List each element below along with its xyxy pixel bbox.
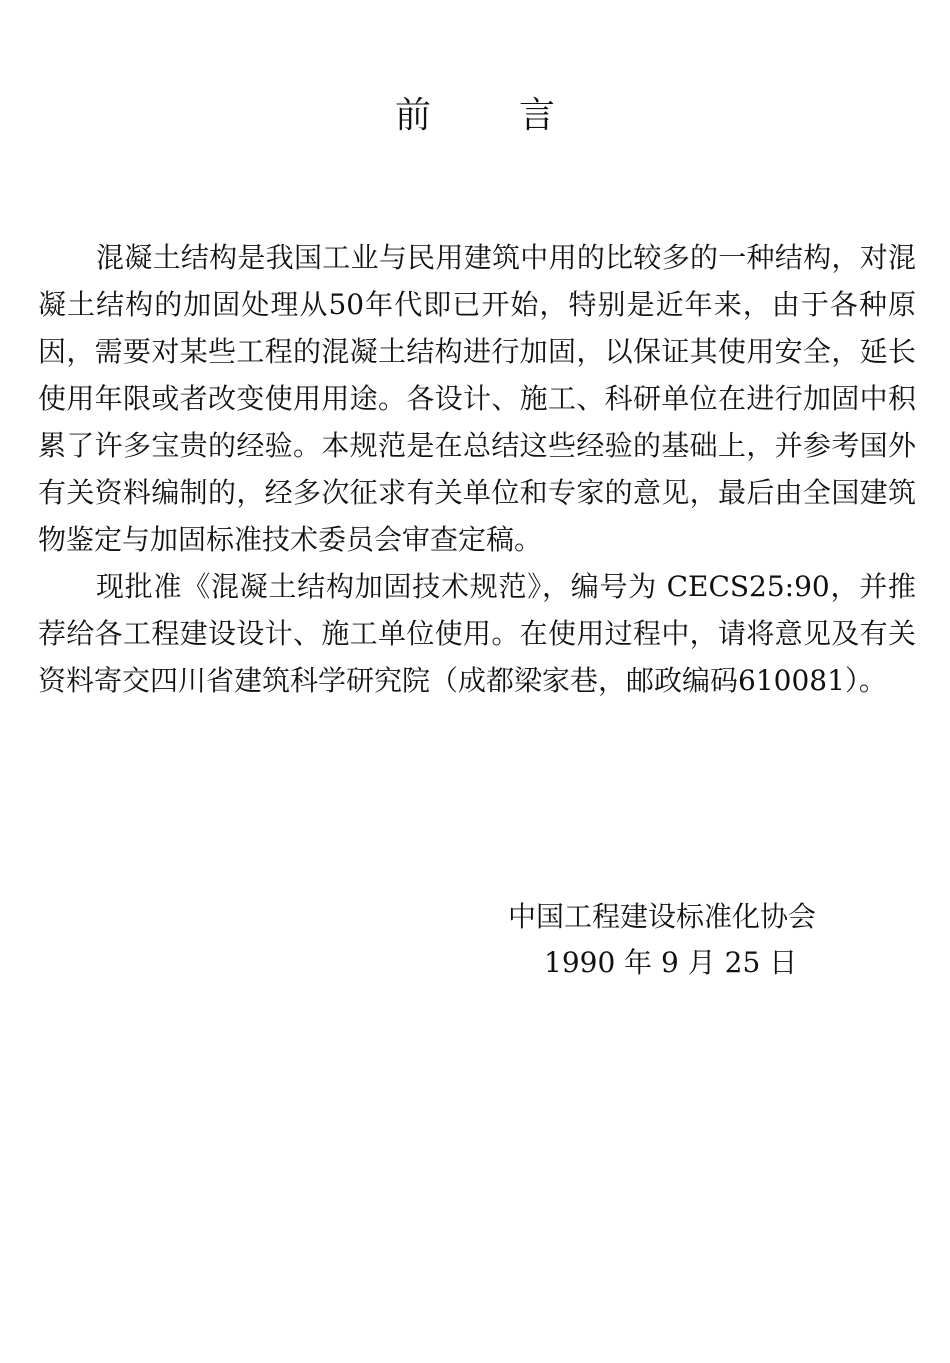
page-title: 前言 xyxy=(394,95,643,136)
signature-organization: 中国工程建设标准化协会 xyxy=(508,900,817,933)
paragraph-1: 混凝土结构是我国工业与民用建筑中用的比较多的一种结构，对混凝土结构的加固处理从50年代即已开始，特别是近年来，由于各种原因，需要对某些工程的混凝土结构进行加固，以保证其使用安全，延长使用年限或者改变使用用途。各设计、施工、科研单位在进行加固中积累了许多宝贵的经验。本规范是在总结这些经验的基础上，并参考国外有关资料编制的，经多次征求有关单位和专家的意见，最后由全国建筑物鉴定与加固标准技术委员会审查定稿。 xyxy=(38,241,916,556)
paragraph-2: 现批准《混凝土结构加固技术规范》，编号为 CECS25:90，并推荐给各工程建设设计、施工单位使用。在使用过程中，请将意见及有关资料寄交四川省建筑科学研究院（成都梁家巷，邮政编码610081）。 xyxy=(38,570,916,697)
preface-body xyxy=(38,234,916,704)
signature-block xyxy=(508,894,908,986)
signature-date: 1990 年 9 月 25 日 xyxy=(544,946,798,979)
